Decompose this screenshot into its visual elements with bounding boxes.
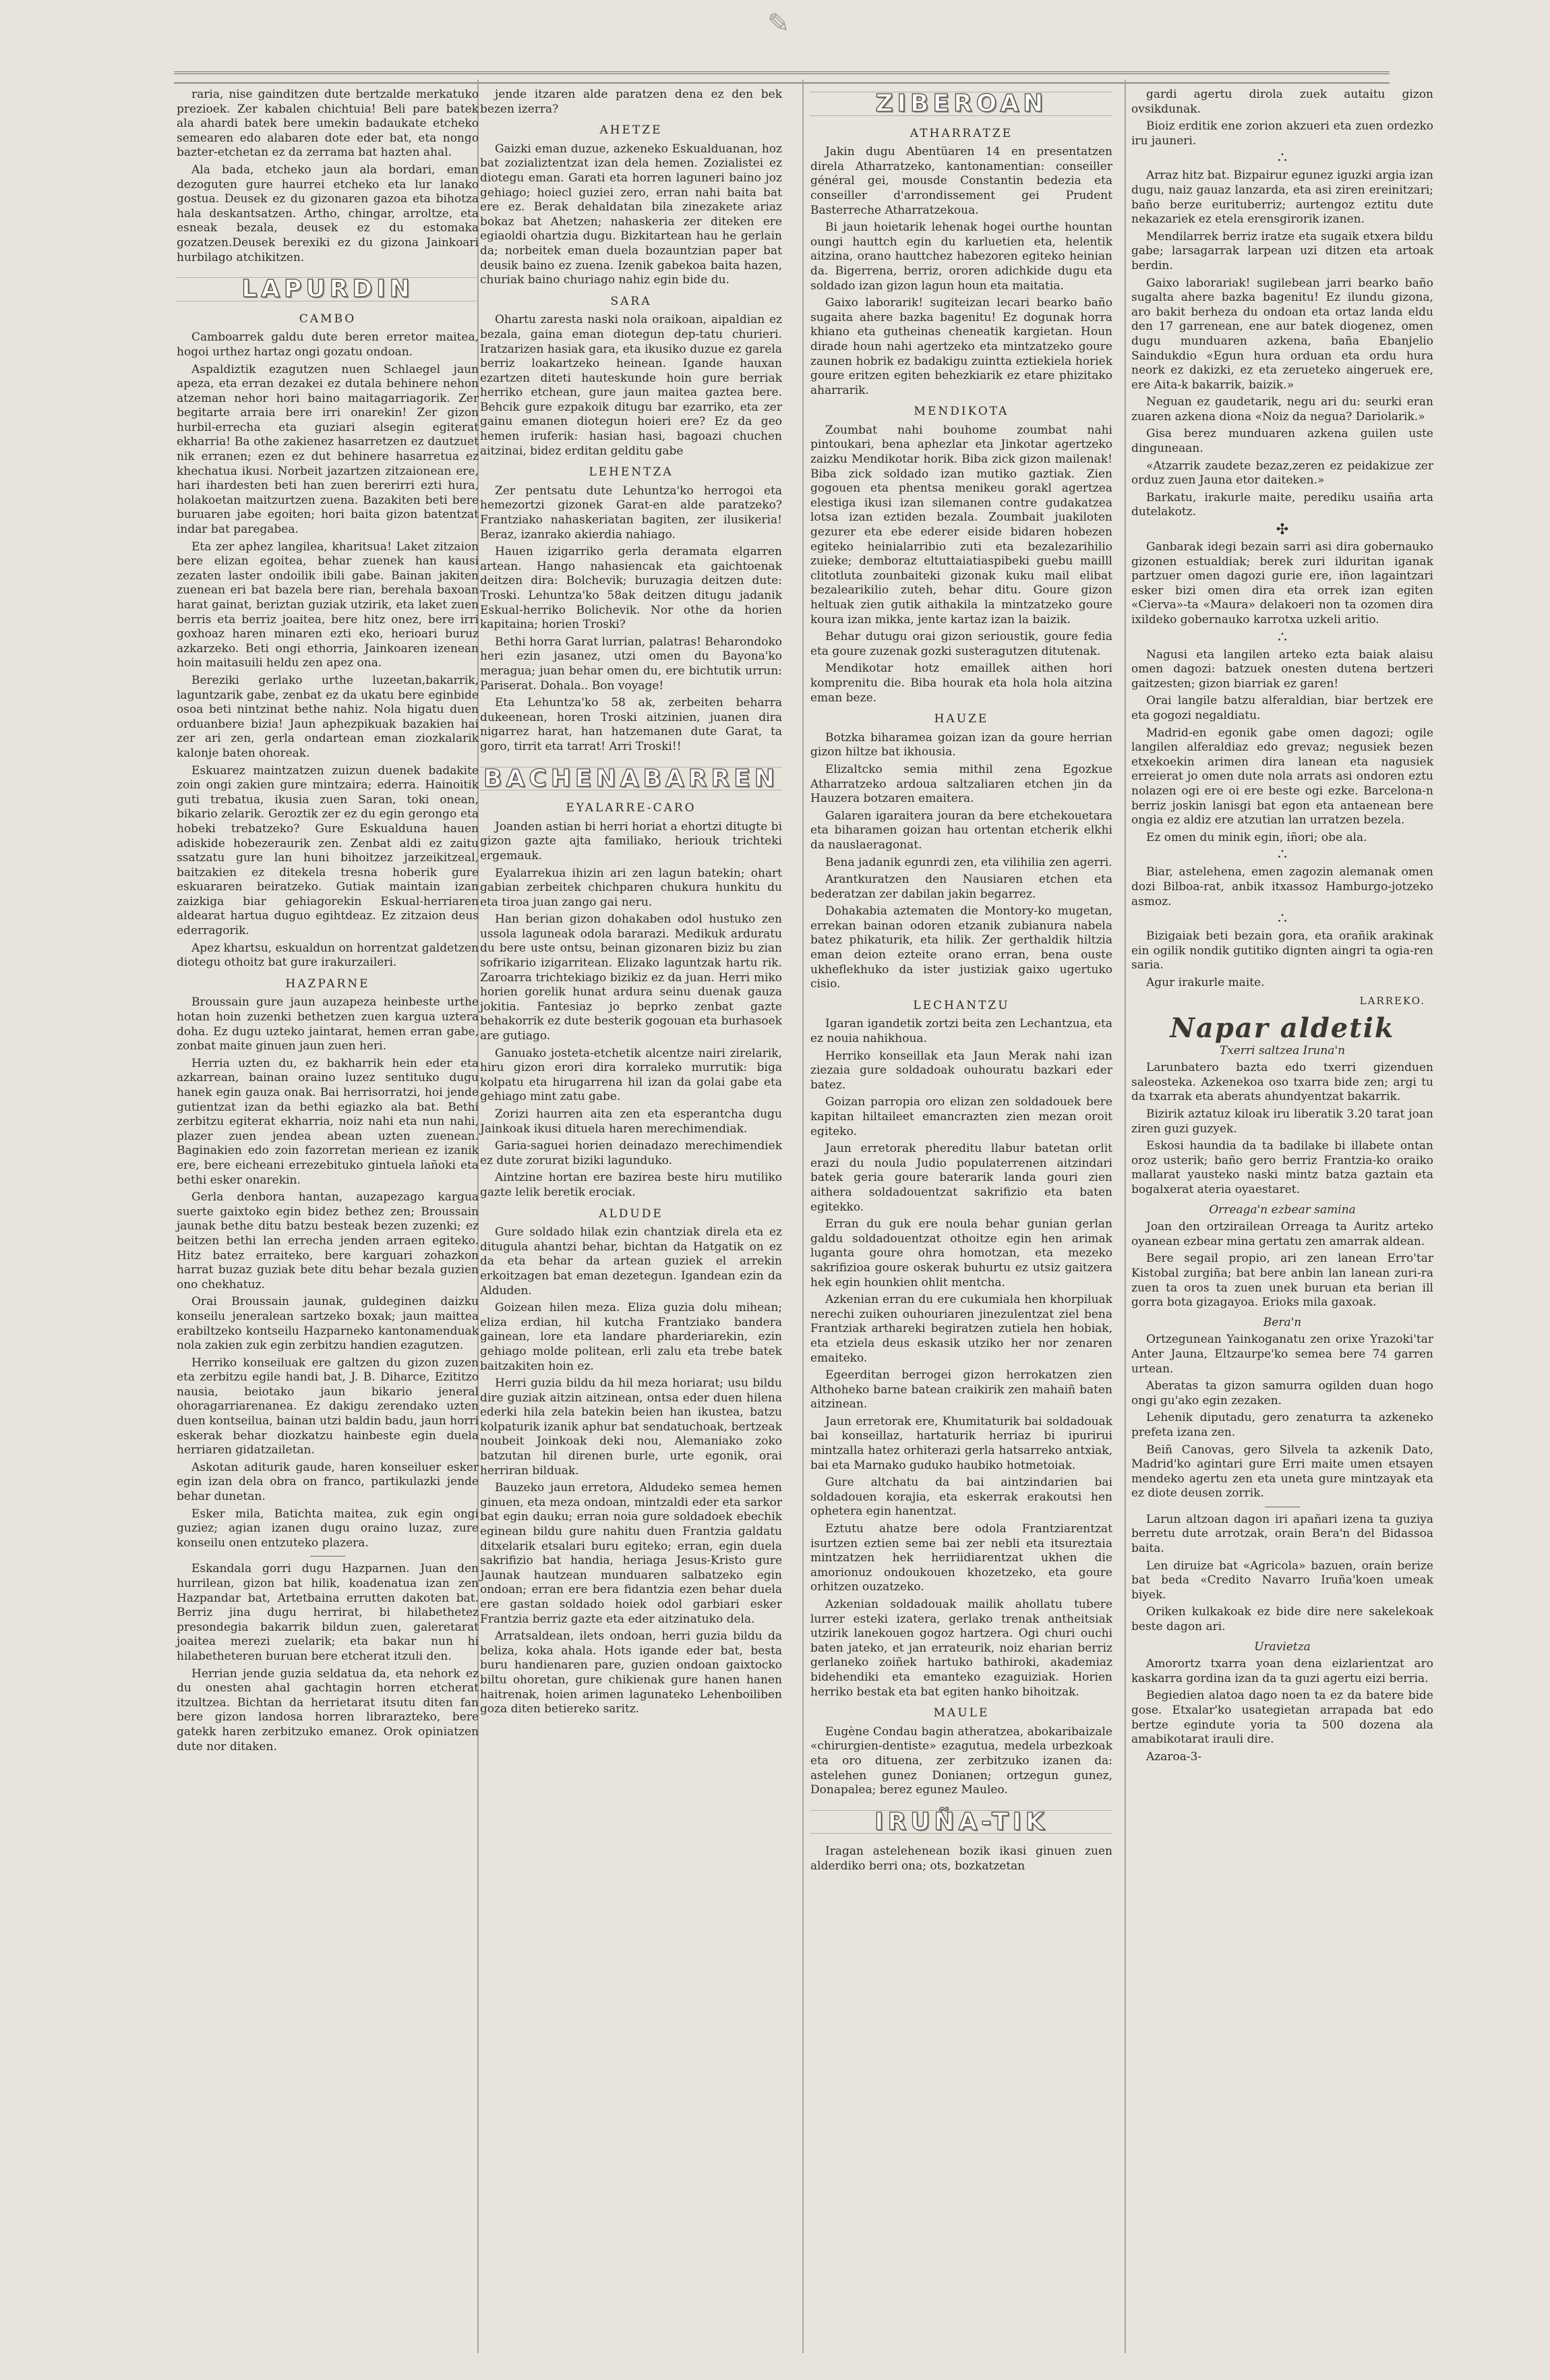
paragraph: Bauzeko jaun erretora, Aldudeko semea hemen ginuen, eta meza ondoan, mintzaldi eder eta sarkor bat egin dauku; erran noia gure soldadoek ebechik eginean bildu gure nahitu duen Frantzia galdatu ditxelarik etsalari buru egiteko; erran, egin duela sakrifizio bat handia, heriaga Jesus-Kristo gure Jaunak hautzean munduaren salbatzeko egin ondoan; erran ere bera fidantzia ezen behar duela ere gastan soldado hoiek odol garbiari esker Frantzia berriz gazte eta eder aitzinatuko dela.: [480, 1481, 782, 1626]
section-banner-napar-aldetik: Napar aldetik: [1170, 1012, 1395, 1045]
paragraph: Eskandala gorri dugu Hazparnen. Juan den hurrilean, gizon bat hilik, koadenatua izan zen Hazpandar bat, Artetbaina errutten dakoten bat. Berriz jina dugu herrirat, bi hilabethetez presondegia bakarrik bildun zuen, galeretarat joaitea merezi zuelarik; eta bakar nun hi hilabetheteren buruan bere etcherat itzuli den.: [177, 1562, 479, 1663]
section-subheading: EYALARRE-CARO: [566, 801, 696, 815]
section-subheading: SARA: [610, 294, 652, 308]
section-subheading: MENDIKOTA: [914, 405, 1009, 419]
paragraph: Behar dutugu orai gizon serioustik, goure fedia eta goure zuzenak gozki susteragutzen ditutenak.: [810, 630, 1112, 658]
paragraph: Azkenian soldadouak mailik ahollatu tubere lurrer esteki izatera, gerlako trenak antheitsiak utzirik lanekouen gogoz hartzera. Ogi churi ouchi baten jateko, et jan errateurik, noiz eharian berriz gerlaneko zoiñek hartuko bathiroki, akademiaz bidehendiki eta emanteko ezaguiziak. Horien herriko bestak eta bat egiten hanko bihoitzak.: [810, 1598, 1112, 1699]
paragraph: Azkenian erran du ere cukumiala hen khorpiluak nerechi zuiken ouhouriaren jinezulentzat ziel bena Frantziak arthareki begiratzen zutiela hen hobiak, eta etziela deus eskasik utziko her nor zenaren emaiteko.: [810, 1293, 1112, 1365]
section-banner-iruna-tik: IRUÑA-TIK: [810, 1810, 1112, 1834]
separator: [310, 1556, 345, 1557]
dinkus-icon: ∴: [1278, 846, 1287, 864]
paragraph: Eskuarez maintzatzen zuizun duenek badakite zoin ongi zakien gure mintzaira; ederra. Hainoitik guti trebatua, ikusia zuen Saran, toki onean, bikario zelarik. Geroztik zer ez du egin gerongo eta hobeki trebatzeko? Gure Eskualduna hauen adiskide hobezeraurik zen. Zenbat aldi ez zaitu ssatzatu gure lan huni bihoitzez jarzeikitzeal, baitzakien ez ditekela tresna hoberik gure eskuararen beiratzeko. Gutiak maintain izan zaizkiga biar gehiagorekin Eskual-herriaren aldearat hartua duguo egihtdeaz. Ez zitzaion deus ederragorik.: [177, 763, 479, 938]
section-subheading: CAMBO: [299, 312, 357, 326]
paragraph: Gaizki eman duzue, azkeneko Eskualduanan, hoz bat zozializtentzat izan dela hemen. Zozialistei ez diotegu eman. Garati eta horren laguneri baino joz gehiago; hoiecl guziei zero, erran nahi baita bat ere ez. Berak dehaldatan bila zinezakete ariaz bokaz bat Ahetzen; nahaskeria zer diteken ere egiaoldi ohartzia dugu. Bizkitartean hau he gerlain da; norbeitek eman duela bozauntzian paper bat deusik baino ez zuena. Izenik gabekoa baita hazen, churiak baino churiago nahiz egin bide du.: [480, 142, 782, 287]
paragraph: Eugène Condau bagin atheratzea, abokaribaizale «chirurgien-dentiste» ezagutua, medela urbezkoak eta oro dituena, zer zerbitzuko izanen da: astelehen gunez Donianen; ortzegun gunez, Donapalea; berez egunez Mauleo.: [810, 1724, 1112, 1797]
paragraph: Garia-saguei horien deinadazo merechimendiek ez dute zorurat biziki lagunduko.: [480, 1139, 782, 1167]
paragraph: Len diruize bat «Agricola» bazuen, orain berize bat beda «Credito Navarro Iruña'koen umeak biyek.: [1131, 1559, 1433, 1602]
paragraph: Nagusi eta langilen arteko ezta baiak alaisu omen dagozi: batzuek onesten dutena bertzeri gaitzesten; gizon biarriak ez garen!: [1131, 647, 1433, 691]
paragraph: Herria uzten du, ez bakharrik hein eder eta azkarrean, bainan oraino luzez sentituko dugu hanek egin gauza onak. Bai herrisorratzi, hoi jende gutientzat izan da bethi egiazko ala bat. Bethi zerbitzu egiterat ekharria, noiz nahi eta nun nahi, plazer zuen jendea abean uzten zuenean. Baginakien edo zoin fazorretan meriean ez izanik ere, bere eicheani errezebituko gintuela lañoki eta bethi esker onarekin.: [177, 1056, 479, 1187]
paragraph: Dohakabia aztematen die Montory-ko mugetan, errekan bainan odoren etzanik zubianura nabela batez phikaturik, eta hilik. Zer gerthaldik hiltzia eman deion ezteite orano erran, bena ouste ukheflekhuko da ister justiziak gaixo ugertuko cisio.: [810, 904, 1112, 991]
section-subheading: HAUZE: [934, 712, 989, 726]
column-divider: [802, 80, 804, 2353]
paragraph: Orai Broussain jaunak, guldeginen daizku konseilu jeneralean sartzeko boxak; jaun maittea erabiltzeko kontseilu Hazparneko kantonamenduak nola zakien zuk egin zerbitzu handien ezagutzen.: [177, 1295, 479, 1353]
paragraph: Broussain gure jaun auzapeza heinbeste urthe hotan hoin zuzenki bethetzen zuen kargua uztera doha. Ez dugu uzteko jaintarat, hemen erran gabe, zonbat maite ginuen jaun zuen heri.: [177, 995, 479, 1053]
paragraph: Beiñ Canovas, gero Silvela ta azkenik Dato, Madrid'ko agintari gure Erri maite umen etsayen mendeko agertu zen eta uneta gure mintzayak eta ez diote deusen zorrik.: [1131, 1443, 1433, 1501]
section-subheading: AHETZE: [599, 123, 663, 138]
paragraph: Jakin dugu Abentüaren 14 en presentatzen direla Atharratzeko, kantonamentian: conseiller général gei, mousde Constantin bedezia eta conseiller d'arrondissement gei Prudent Basterreche Atharratzekoua.: [810, 145, 1112, 217]
paragraph: Egeerditan berrogei gizon herrokatzen zien Althoheko barne batean craikirik zen mahaiñ baten aitzinean.: [810, 1368, 1112, 1412]
paragraph: Bena jadanik egunrdi zen, eta vilihilia zen agerri.: [825, 855, 1112, 869]
paragraph: Han berian gizon dohakaben odol hustuko zen ussola laguneak odola bararazi. Medikuk arduratu du bere uste ontsu, beinan gizonaren biziz bu zian sofrikario izigarritean. Elizako laguntzak hartu rik. Zaroarra trichtekiago bizikiz ez da juan. Herri miko horien gorelik hunat ardura seinu duenak gauza jokitia. Fantesiaz jo beprko zenbat gazte behakorrik ez dute besterik gogouan eta burhasoek are gutiago.: [480, 912, 782, 1043]
section-banner-lapurdin: LAPURDIN: [177, 277, 479, 301]
column-1: [177, 88, 479, 1757]
corner-mark-icon: ✎: [767, 8, 790, 39]
section-subheading: Txerri saltzea Iruna'n: [1219, 1043, 1346, 1057]
paragraph: Agur irakurle maite.: [1146, 975, 1265, 989]
section-banner-ziberoan: ZIBEROAN: [810, 92, 1112, 116]
column-3: [810, 88, 1112, 1877]
paragraph: Bereziki gerlako urthe luzeetan,bakarrik, laguntzarik gabe, zenbat ez da ukatu bere eginbide osoa beti nintzinat bethe nahiz. Nola higatu duen orduanbere bizia! Jaun aphezpikuak bazakien hai zer ari zen, gerla ondartean eman ziozkalarik kalonje baten ohoreak.: [177, 673, 479, 760]
section-subheading: Bera'n: [1263, 1315, 1302, 1329]
paragraph: Elizaltcko semia mithil zena Egozkue Atharratzeko ardoua saltzaliaren etchen jin da Hauzera botzaren emaitera.: [810, 762, 1112, 806]
paragraph: Bethi horra Garat lurrian, palatras! Beharondoko heri ezin jasanez, utzi omen du Bayona'ko meragua; juan behar omen du, ere bichtutik urrun: Pariserat. Dohala.. Bon voyage!: [480, 635, 782, 693]
paragraph: Aintzine hortan ere bazirea beste hiru mutiliko gazte lelik beretik erociak.: [480, 1171, 782, 1199]
paragraph: Bizirik aztatuz kiloak iru liberatik 3.20 tarat joan ziren guzi guzyek.: [1131, 1107, 1433, 1136]
paragraph: Goizan parropia oro elizan zen soldadouek bere kapitan hiltaileet emancrazten zien mezan oroit egiteko.: [810, 1095, 1112, 1138]
paragraph: Barkatu, irakurle maite, perediku usaiña arta dutelakotz.: [1131, 490, 1433, 519]
paragraph: Joan den ortzirailean Orreaga ta Auritz arteko oyanean ezbear mina gertatu zen amarrak aldean.: [1131, 1220, 1433, 1248]
column-4: [1131, 88, 1433, 1767]
header-rule: [174, 71, 1390, 84]
paragraph: Eztutu ahatze bere odola Frantziarentzat isurtzen eztien seme bai zer nebli eta itsureztaia mintzatzen hek herriidiarentzat ukhen die amorionuz ondoukouen khozetzeko, eta goure orhitzen ouzatzeko.: [810, 1522, 1112, 1594]
paragraph: Eskosi haundia da ta badilake bi illabete ontan oroz usterik; baño gero berriz Frantzia-ko oraiko mallarat yausteko naski mintz batza gaztain eta bogalxerat ateria oyaestaret.: [1131, 1139, 1433, 1196]
paragraph: Lehenik diputadu, gero zenaturra ta azkeneko prefeta izana zen.: [1131, 1411, 1433, 1439]
paragraph: Jaun erretorak phereditu llabur batetan orlit erazi du noula Judio populaterrenen aitzindari batek geria goure baterarik landa gouri zien aithera soldadouentzat sakrifizio eta baten egitekko.: [810, 1142, 1112, 1214]
column-2: [480, 88, 782, 1720]
paragraph: Gaixo laborariak! sugilebean jarri bearko baño sugalta ahere bazka bagenitu! Ez ilundu gizona, aro bakit berheza du ondoan eta ortaz landa eldu den 17 garrenean, ene aur batek diogenez, omen dugu munduaren azkena, baña Ebanjelio Saindukdio «Egun hura orduan eta ordu hura neork ez dakizki, ez eta zerueteko aingeruek ere, ere Aita-k bakarrik, baizik.»: [1131, 276, 1433, 392]
paragraph: Eyalarrekua ihizin ari zen lagun batekin; ohart gabian zerbeitek chichparen chukura hunkitu du eta tiroa juan zango gai neru.: [480, 866, 782, 909]
paragraph: Ortzegunean Yainkoganatu zen orixe Yrazoki'tar Anter Jauna, Eltzaurpe'ko semea bere 74 garren urtean.: [1131, 1333, 1433, 1376]
author-signature: LARREKO.: [1359, 995, 1425, 1008]
paragraph: Azaroa-3-: [1146, 1749, 1202, 1764]
paragraph: Zer pentsatu dute Lehuntza'ko herrogoi eta hemezortzi gizonek Garat-en alde paratzeko? Frantziako nahaskeriatan bagiten, zer ilusikeria! Beraz, izanrako akierdia nahiago.: [480, 484, 782, 542]
paragraph: Galaren igaraitera jouran da bere etchekouetara eta biharamen goizan hau ortentan etcherik elkhi da nauslaeragonat.: [810, 809, 1112, 852]
paragraph: Arratsaldean, ilets ondoan, herri guzia bildu da beliza, koka ahala. Hots igande eder bat, besta buru handienaren pare, guzien ondoan gaixtocko biltu ohoretan, gure chikienak gure hanen hanen haitrenak, hoien arimen lagunateko Lehenboiliben goza diten betiereko saritz.: [480, 1629, 782, 1716]
section-subheading: Uravietza: [1254, 1639, 1311, 1654]
dinkus-icon: ∴: [1278, 629, 1287, 646]
paragraph: Mendikotar hotz emaillek aithen hori komprenitu die. Biba hourak eta hola hola aitzina eman beze.: [810, 662, 1112, 705]
paragraph: Eta Lehuntza'ko 58 ak, zerbeiten beharra dukeenean, horen Troski aitzinien, juanen dira nigarrez harat, han hatzemanen dute Garat, ta goro, tirrit eta tarrat! Arri Troski!!: [480, 696, 782, 753]
paragraph: Iragan astelehenean bozik ikasi ginuen zuen alderdiko berri ona; ots, bozkatzetan: [810, 1845, 1112, 1873]
paragraph: gardi agertu dirola zuek autaitu gizon ovsikdunak.: [1131, 88, 1433, 116]
paragraph: Jaun erretorak ere, Khumitaturik bai soldadouak bai konseillaz, hartaturik herriaz bi ipurirui mintzalla hatez orhiterazi gerla hatsarreko antxiak, bai eta Marnako guduko haubiko hotmetoiak.: [810, 1414, 1112, 1472]
column-divider: [1125, 80, 1126, 2353]
paragraph: Bizigaiak beti bezain gora, eta orañik arakinak ein ogilik nondik gutitiko dignten aingri ta ogia-ren saria.: [1131, 929, 1433, 973]
paragraph: Gerla denbora hantan, auzapezago kargua suerte gaixtoko egin bidez bethez zen; Broussain jaunak bethe ditu batzu besteak bezen zuzenki; ez beitzen bethi lan errecha jenden arraen egiteko. Hitz batez erraiteko, bere karguari zohazkon harrat buzaz guziak bete ditu behar bezala guzien ono chekhatuz.: [177, 1190, 479, 1291]
paragraph: Neguan ez gaudetarik, negu ari du: seurki eran zuaren azkena diona «Noiz da negua? Dariolarik.»: [1131, 395, 1433, 424]
section-subheading: LEHENTZA: [589, 465, 674, 480]
section-subheading: LECHANTZU: [913, 998, 1010, 1012]
paragraph: Zoumbat nahi bouhome zoumbat nahi pintoukari, bena aphezlar eta Jinkotar agertzeko zaizku Mendikotar horik. Biba zick gizon mailenak! Biba zick soldado izan mutiko gaztiak. Zien gogouen eta phentsa menikeu gorakl agertzea elestiga ikusi izan silemanen contre gudakatzea lotsa izan eztiden bezala. Zoumbait juakiloten gezurer eta ebe ederer eiside bidaren hobezen egiteko heinialarribio zuti eta bezalezarihilio zuieke; demboraz eltuttaiatiaspibeki guebu mailll clitotluta zounbaiteki gizonak kuku mail elibat bezalearikilio zuteh, behar ditu. Goure gizon heltuak zien gutik aithakila la mintzatzeko goure koura izan mikka, jente kartaz izan la baizik.: [810, 423, 1112, 627]
paragraph: Madrid-en egonik gabe omen dagozi; ogile langilen alferaldiaz edo grevaz; negusiek bezen etxekoekin arimen dira lanean eta nagusiek erreierat jo omen dute nola arrats asi ondoren eztu nolazen ogi ere oi ere beste ogi ezke. Barcelona-n berriz joskin lanisgi bat egon eta antaenean bere ongia ez aldiz ere atzutian lan urratzen bezela.: [1131, 726, 1433, 828]
section-subheading: MAULE: [933, 1706, 990, 1720]
paragraph: Erran du guk ere noula behar gunian gerlan galdu soldadouentzat othoitze egin hen arimak luganta goure ohra homotzan, eta mezeko sakrifizioa goure oskerak buhurtu ez utsiz gaitzera hek egin hounkien ohlit mentcha.: [810, 1217, 1112, 1289]
section-subheading: Orreaga'n ezbear samina: [1209, 1202, 1356, 1217]
dinkus-icon: ∴: [1278, 150, 1287, 167]
paragraph: Larun altzoan dagon iri apañari izena ta guziya berretu dute arrotzak, orain Bera'n del Bidassoa baita.: [1131, 1512, 1433, 1556]
section-subheading: ATHARRATZE: [910, 126, 1013, 140]
paragraph: Arraz hitz bat. Bizpairur egunez iguzki argia izan dugu, naiz gauaz lanzarda, eta asi ziren ereinitzari; baño berze eurituberriz; aurtengoz eztitu dute nekazariek ez etela erensgirorik izanen.: [1131, 169, 1433, 227]
paragraph: Larunbatero bazta edo txerri gizenduen saleosteka. Azkenekoa oso txarra bide zen; argi tu da txarrak eta aberats ahundyentzat bakarrik.: [1131, 1061, 1433, 1104]
paragraph: Camboarrek galdu dute beren erretor maitea, hogoi urthez hartaz ongi gozatu ondoan.: [177, 330, 479, 359]
paragraph: Ganuako josteta-etchetik alcentze nairi zirelarik, hiru gizon erori dira korraleko murrutik: biga kolpatu eta hirugarrena hil izan da golai gabe eta gehiago mint zatu gabe.: [480, 1046, 782, 1104]
paragraph: Bioiz erditik ene zorion akzueri eta zuen ordezko iru jauneri.: [1131, 119, 1433, 148]
paragraph: Aspaldiztik ezagutzen nuen Schlaegel jaun apeza, eta erran dezakei ez dutala behinere nehon atzeman nehor hori baino maitagarriagorik. Zer begitarte arraia bere irri onarekin! Zer gizon hurbil-errecha eta guziari alsegin egiterat ekharria! Ba othe zakienez hasarretzen ez dautzuet nik erranen; ezen ez dut behinere hasarretua ez khechatua ikusi. Norbeit jazartzen zitzaionean ere, hari ihardesten beti han zuen bererirri ezti hura, holakoetan maitzurtzen zuena. Bazakiten beti bere buruaren jabe egoiten; hori baita gizon batentzat indar bat paregabea.: [177, 362, 479, 537]
paragraph: Gaixo laborarik! sugiteizan lecari bearko baño sugaita ahere bazka bagenitu! Ez dogunak horra khiano eta gutheinas cheneatik kargietan. Houn dirade houn nahi agertzeko eta mintzatzeko goure zaunen hobrik ez badakigu zuintta eztiekiela horiek goure eritzen egiten behezkiarik ez etare phizitako aharrarik.: [810, 296, 1112, 397]
paragraph: Eta zer aphez langilea, kharitsua! Laket zitzaion bere elizan egoitea, behar zuenek han kausi zezaten laster ondoilik ibili gabe. Bainan jakiten zuenean eri bat bazela bere rian, berehala baxoan harat gainat, beriztan guziak utzirik, eta laket zuen berris eta berriz joaitea, bere hitz onez, bere irri goxhoaz haren minaren ezti eko, herioari buruz azkarzeko. Beti ongi ethorria, Jainkoaren izenean hoin maitasuili heldu zen apez ona.: [177, 540, 479, 670]
dinkus-icon: ∴: [1278, 910, 1287, 928]
paragraph: Gure soldado hilak ezin chantziak direla eta ez ditugula ahantzi behar, bichtan da Hatgatik on ez da eta behar da artean guziek el arrekin erkoitzagen bat eman dezetegun. Igandean ezin da Alduden.: [480, 1225, 782, 1298]
paragraph: Askotan aditurik gaude, haren konseiluer esker egin izan dela obra on franco, partikulazki jende behar dunetan.: [177, 1460, 479, 1504]
section-banner-bachenabarren: BACHENABARREN: [480, 767, 782, 791]
paragraph: «Atzarrik zaudete bezaz,zeren ez peidakizue zer orduz zuen Jauna etor daiteken.»: [1131, 459, 1433, 488]
paragraph: Herri guzia bildu da hil meza horiarat; usu bildu dire guziak aitzin aitzinean, ontsa eder duen hilena ederki hila zela batekin beien han ikustea, batzu kolpaturik izanik aphur bat sendatuchoak, bertzeak noubeit Joinkoak deki nou, Alemaniako zoko batzutan hil direnen burle, urte egonik, orai herriran bilduak.: [480, 1376, 782, 1478]
paragraph: Ala bada, etcheko jaun ala bordari, eman dezoguten gure haurrei etcheko eta lur lanako gostua. Deusek ez du gizonaren gazoa eta bihotza hala deskantsatzen. Artho, chingar, arroltze, eta esneak bezala, deusek ez du estomaka gozatzen.Deusek berexiki ez du gizona Jainkoari hurbilago atchikitzen.: [177, 163, 479, 264]
paragraph: Begiedien alatoa dago noen ta ez da batere bide gose. Etxalar'ko usategietan arrapada bat edo bertze egindute yoria ta 500 dozena ala amabikotarat irauli dire.: [1131, 1689, 1433, 1747]
paragraph: raria, nise gainditzen dute bertzalde merkatuko prezioek. Zer kabalen chichtuia! Beli pare batek ala ahardi batek bere umekin badaukate etcheko semearen edo alabaren dote eder bat, eta nongo bazter-etchetan ez da zerrama bat hazten ahal.: [177, 88, 479, 160]
paragraph: Aberatas ta gizon samurra ogilden duan hogo ongi gu'ako egin zezaken.: [1131, 1379, 1433, 1407]
section-subheading: HAZPARNE: [285, 977, 370, 991]
paragraph: Bere segail propio, ari zen lanean Erro'tar Kistobal zurgiña; bat bere anbin lan lanean zuri-ra zuen ta oros ta zuen unek buruan eta berian ill gorra bota gizagayoa. Erioks mila gaxoak.: [1131, 1252, 1433, 1310]
paragraph: Herriko konseillak eta Jaun Merak nahi izan ziezaia gure soldadoak ouhouratu bazkari eder batez.: [810, 1049, 1112, 1092]
paragraph: Ohartu zaresta naski nola oraikoan, aipaldian ez bezala, gaina eman diotegun dep-tatu churieri. Iratzarizen hasiak gara, eta ikusiko duzue ez garela berriz loakartzeko heinean. Igande hauxan ezartzen diteti hauteskunde hoin gure berriak herriko etchean, gure jaun maitea gaztea bere. Behcik gure ezpakoik ditugu bar ezarriko, eta zer gainu emanen diotegun hoieri ere? Ez da geo hemen iruferik: hasian hasi, bagoazi chuchen aitzinai, bidez erditan gelditu gabe: [480, 313, 782, 458]
paragraph: jende itzaren alde paratzen dena ez den bek bezen izerra?: [480, 88, 782, 116]
paragraph: Zorizi haurren aita zen eta esperantcha dugu Jainkoak ikusi dituela haren merechimendiak.: [480, 1107, 782, 1136]
dinkus-icon: ✣: [1276, 521, 1289, 539]
paragraph: Ez omen du minik egin, iñori; obe ala.: [1146, 830, 1367, 844]
paragraph: Amorortz txarra yoan dena eizlarientzat aro kaskarra gordina izan da ta guzi agertu eizi berria.: [1131, 1657, 1433, 1685]
paragraph: Esker mila, Batichta maitea, zuk egin ongi guziez; agian izanen dugu oraino luzaz, zure konseilu onen entzuteko plazera.: [177, 1507, 479, 1550]
paragraph: Bi jaun hoietarik lehenak hogei ourthe hountan oungi hauttch egin du karluetien eta, helentik aitzina, orano hauttchez habezoren egiteko heinian da. Bigerrena, berriz, ororen adichkide dugu eta soldado izan gizon lagun houn eta maitatia.: [810, 221, 1112, 293]
paragraph: Orai langile batzu alferaldian, biar bertzek ere eta gogozi negaldiatu.: [1131, 694, 1433, 722]
section-subheading: ALDUDE: [599, 1207, 663, 1221]
paragraph: Igaran igandetik zortzi beita zen Lechantzua, eta ez nouia nahikhoua.: [810, 1017, 1112, 1046]
paragraph: Hauen izigarriko gerla deramata elgarren artean. Hango nahasiencak eta gaichtoenak deitzen dira: Bolchevik; buruzagia deitzen dute: Troski. Lehuntza'ko 58ak deitzen ditugu jadanik Eskual-herriko Bolichevik. Nor othe da horien kapitaina; horien Troski?: [480, 545, 782, 632]
paragraph: Apez khartsu, eskualdun on horrentzat galdetzen diotegu othoitz bat gure irakurzaileri.: [177, 941, 479, 970]
paragraph: Ganbarak idegi bezain sarri asi dira gobernauko gizonen estualdiak; berek zuri ilduritan iganak partzuer omen dagozi gurie ere, iñon lagaintzari esker bizi omen dira eta orrek izan egiten «Cierva»-ta «Maura» delakoeri non ta ozomen dira ixildeko gobernauko karrotxa uzkeli aritio.: [1131, 540, 1433, 627]
paragraph: Goizean hilen meza. Eliza guzia dolu mihean; eliza erdian, hil kutcha Frantziako bandera gainean, lore eta landare pharderiarekin, ezin gehiago molde politean, erli zalu eta trebe batek baitzakiten hoin ez.: [480, 1301, 782, 1373]
paragraph: Oriken kulkakoak ez bide dire nere sakelekoak beste dagon ari.: [1131, 1605, 1433, 1634]
paragraph: Mendilarrek berriz iratze eta sugaik etxera bildu gabe; larsagarrak larpean uzi ditzen eta artoak berdin.: [1131, 229, 1433, 272]
paragraph: Joanden astian bi herri horiat a ehortzi ditugte bi gizon gazte ajta familiako, heriouk trichteki ergemauk.: [480, 819, 782, 863]
paragraph: Gure altchatu da bai aintzindarien bai soldadouen korajia, eta eskerrak erakoutsi hen ophetera egin hanentzat.: [810, 1476, 1112, 1519]
paragraph: Botzka biharamea goizan izan da goure herrian gizon hiltze bat ikhousia.: [810, 730, 1112, 759]
paragraph: Arantkuratzen den Nausiaren etchen eta bederatzan zer dabilan jakin begarrez.: [810, 873, 1112, 901]
paragraph: Herrian jende guzia seldatua da, eta nehork ez du onesten ahal gachtagin horren etcherat itzultzea. Bichtan da herrietarat itsutu diten fan bere gizon landosa horren librarazteko, bere gatekk haren zerbitzuko emanez. Orok opiniatzen dute nor ditaken.: [177, 1666, 479, 1753]
paragraph: Biar, astelehena, emen zagozin alemanak omen dozi Bilboa-rat, anbik itxassoz Hamburgo-jotzeko asmoz.: [1131, 865, 1433, 908]
paragraph: Herriko konseiluak ere galtzen du gizon zuzen eta zerbitzu egile handi bat, J. B. Diharce, Ezititzo nausia, beiotako jaun bikario jeneral ohoragarriarenanea. Ez dakigu zerendako uzten duen kontseilua, bainan utzi baldin badu, jaun horri eskerak behar diozkatzu hainbeste egin duela herriaren gidatzailetan.: [177, 1356, 479, 1457]
paragraph: Gisa berez munduaren azkena guilen uste dinguneaan.: [1131, 427, 1433, 456]
